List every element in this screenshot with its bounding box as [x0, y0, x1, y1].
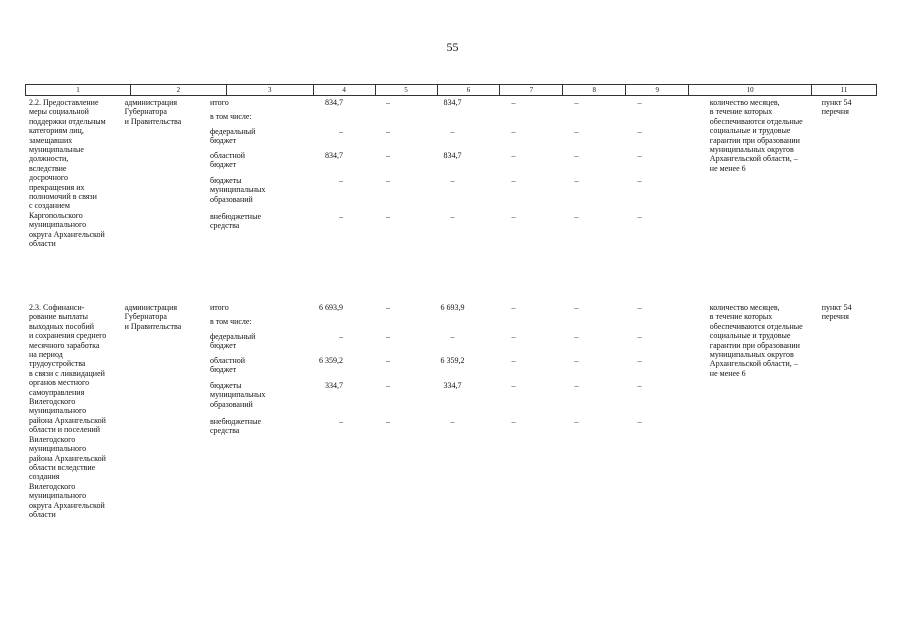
- financing-source: внебюджетные средства: [210, 417, 261, 436]
- value-cell: –: [511, 151, 516, 160]
- value-cell: –: [574, 212, 579, 221]
- value-cell: –: [386, 127, 390, 136]
- financing-row: [208, 212, 671, 231]
- financing-source: областной бюджет: [210, 151, 246, 170]
- financing-row: [208, 317, 295, 326]
- value-cell: 834,7: [443, 98, 462, 107]
- value-cell: –: [637, 381, 642, 390]
- target-indicator: количество месяцев, в течение которых обеспечиваются отдельные социальные и трудовые гарантии при образовании муниципальных округов Архангельской области, – не менее 6: [709, 303, 803, 378]
- measure-section: [25, 98, 877, 303]
- value-cell: –: [637, 127, 642, 136]
- value-cell: –: [339, 212, 343, 221]
- financing-row: [208, 98, 671, 107]
- financing-row: [208, 303, 671, 312]
- financing-source: в том числе:: [210, 112, 252, 121]
- column-number: 6: [438, 85, 501, 95]
- financing-row: [208, 176, 671, 204]
- financing-row: [208, 356, 671, 375]
- value-cell: –: [574, 381, 579, 390]
- value-cell: –: [450, 127, 455, 136]
- financing-source: федеральный бюджет: [210, 127, 256, 146]
- value-cell: 6 359,2: [319, 356, 343, 365]
- value-cell: –: [511, 212, 516, 221]
- value-cell: –: [574, 151, 579, 160]
- value-cell: –: [574, 98, 579, 107]
- value-cell: –: [511, 356, 516, 365]
- value-cell: –: [637, 356, 642, 365]
- value-cell: –: [386, 176, 390, 185]
- value-cell: –: [574, 417, 579, 426]
- value-cell: –: [339, 332, 343, 341]
- financing-row: [208, 332, 671, 351]
- financing-row: [208, 417, 671, 436]
- column-number: 2: [131, 85, 227, 95]
- target-indicator: количество месяцев, в течение которых обеспечиваются отдельные социальные и трудовые гарантии при образовании муниципальных округов Архангельской области, – не менее 6: [709, 98, 803, 173]
- value-cell: –: [339, 417, 343, 426]
- column-number: 9: [626, 85, 689, 95]
- value-cell: –: [511, 303, 516, 312]
- financing-source: итого: [210, 98, 229, 107]
- value-cell: –: [574, 356, 579, 365]
- value-cell: –: [386, 98, 390, 107]
- reference-item: пункт 54 перечня: [821, 303, 852, 322]
- column-number: 3: [227, 85, 314, 95]
- measure-executor: администрация Губернатора и Правительства: [124, 98, 182, 126]
- value-cell: –: [574, 303, 579, 312]
- value-cell: 6 359,2: [440, 356, 465, 365]
- column-number: 5: [376, 85, 438, 95]
- value-cell: –: [574, 176, 579, 185]
- value-cell: 334,7: [325, 381, 343, 390]
- column-number: 7: [500, 85, 563, 95]
- value-cell: –: [450, 332, 455, 341]
- value-cell: –: [450, 417, 455, 426]
- financing-row: [208, 112, 295, 121]
- financing-source: федеральный бюджет: [210, 332, 256, 351]
- financing-row: [208, 127, 671, 146]
- column-numbers-row: [25, 84, 877, 96]
- value-cell: –: [637, 212, 642, 221]
- value-cell: –: [574, 127, 579, 136]
- value-cell: 6 693,9: [319, 303, 343, 312]
- value-cell: 834,7: [443, 151, 462, 160]
- financing-source: бюджеты муниципальных образований: [210, 381, 266, 409]
- value-cell: –: [511, 98, 516, 107]
- value-cell: –: [386, 212, 390, 221]
- financing-row: [208, 381, 671, 409]
- value-cell: –: [450, 212, 455, 221]
- page-number: 55: [446, 40, 459, 54]
- column-number: 1: [26, 85, 131, 95]
- value-cell: –: [450, 176, 455, 185]
- reference-item: пункт 54 перечня: [821, 98, 852, 117]
- value-cell: –: [637, 417, 642, 426]
- value-cell: –: [511, 417, 516, 426]
- value-cell: –: [511, 332, 516, 341]
- value-cell: –: [574, 332, 579, 341]
- column-number: 4: [314, 85, 376, 95]
- value-cell: –: [637, 98, 642, 107]
- column-number: 11: [812, 85, 877, 95]
- value-cell: –: [386, 381, 390, 390]
- measure-executor: администрация Губернатора и Правительства: [124, 303, 182, 331]
- measure-section: [25, 303, 877, 563]
- value-cell: –: [637, 151, 642, 160]
- value-cell: –: [339, 127, 343, 136]
- value-cell: 6 693,9: [440, 303, 465, 312]
- value-cell: –: [511, 381, 516, 390]
- financing-source: областной бюджет: [210, 356, 246, 375]
- column-number: 10: [689, 85, 812, 95]
- column-number: 8: [563, 85, 626, 95]
- value-cell: –: [637, 176, 642, 185]
- program-table: [25, 84, 877, 563]
- value-cell: –: [637, 303, 642, 312]
- value-cell: 334,7: [443, 381, 462, 390]
- value-cell: –: [386, 417, 390, 426]
- value-cell: –: [386, 356, 390, 365]
- measure-title: 2.3. Софинанси- рование выплаты выходных пособий и сохранения среднего месячного заработка на период трудоустройства в связи с ликвидацией органов местного самоуправления Вилегодского муниципального района Архангельской области и поселений Вилегодского муниципального района Архангельской области вследствие создания Вилегодского муниципального округа Архангельской области: [29, 303, 107, 519]
- value-cell: 834,7: [325, 98, 343, 107]
- financing-source: в том числе:: [210, 317, 252, 326]
- value-cell: –: [511, 127, 516, 136]
- financing-source: итого: [210, 303, 229, 312]
- value-cell: 834,7: [325, 151, 343, 160]
- financing-source: бюджеты муниципальных образований: [210, 176, 266, 204]
- value-cell: –: [637, 332, 642, 341]
- measure-title: 2.2. Предоставление меры социальной поддержки отдельным категориям лиц, замещавших муниципальные должности, вследствие досрочного прекращения их полномочий в связи с созданием Каргопольского муниципального округа Архангельской области: [29, 98, 106, 249]
- value-cell: –: [339, 176, 343, 185]
- financing-source: внебюджетные средства: [210, 212, 261, 231]
- financing-row: [208, 151, 671, 170]
- value-cell: –: [511, 176, 516, 185]
- value-cell: –: [386, 332, 390, 341]
- value-cell: –: [386, 151, 390, 160]
- value-cell: –: [386, 303, 390, 312]
